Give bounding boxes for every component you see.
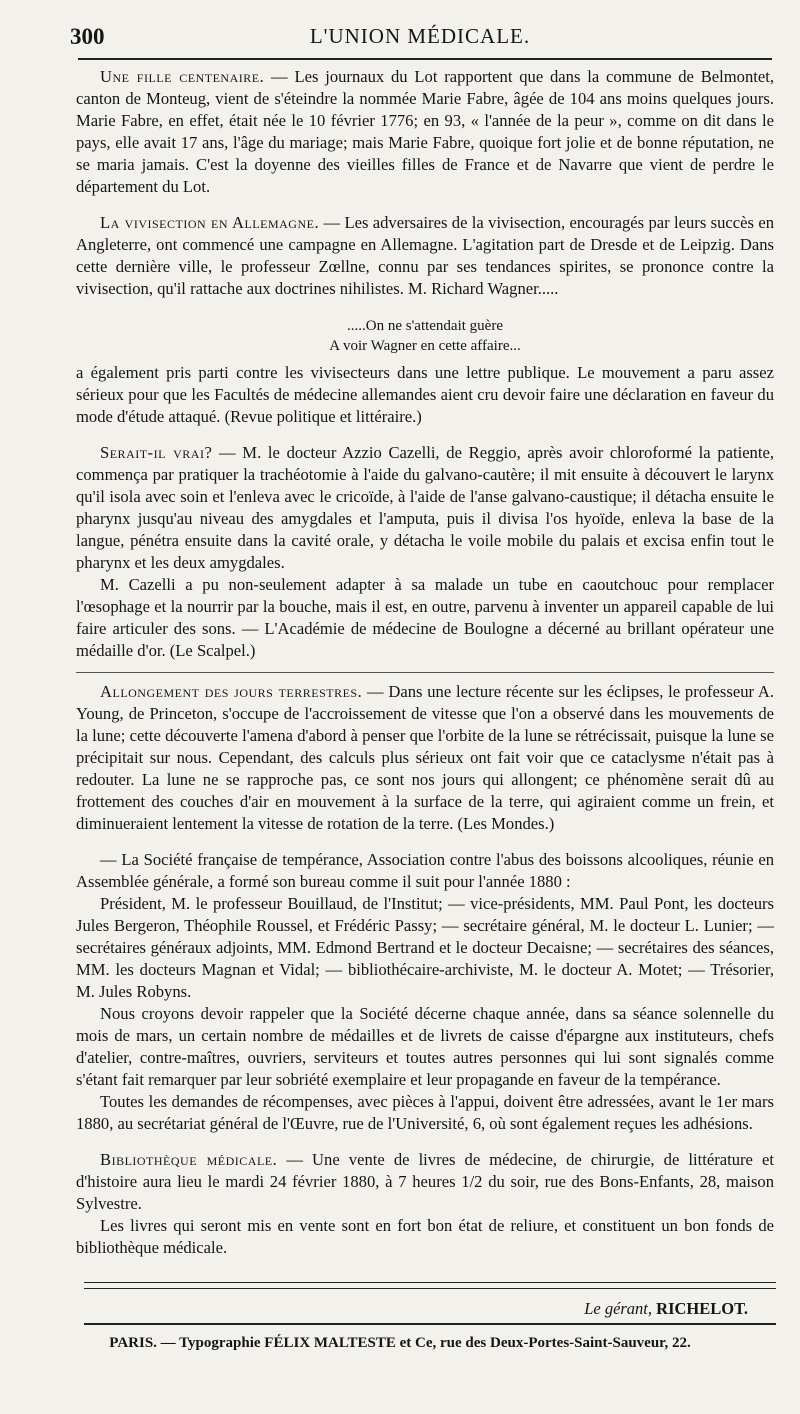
article-text: — Dans une lecture récente sur les éclipses, le professeur A. Young, de Princeton, s'occupe de l'accroissement de vitesse que l'on a observé dans les mouvements de la lune; cette découverte l'amena d'abord à penser que l'orbite de la lune se rétrécissait, puisque la lune se précipitait sur nous. Cependant, des calculs plus sérieux ont fait voir que ce cataclysme n'était pas à redouter. La lune ne se rapproche pas, ce sont nos jours qui allongent; ce phénomène serait dû au frottement des couches d'air en mouvement à la surface de la terre, qui agiraient comme un frein, et diminueraient lentement la vitesse de rotation de la terre. (Les Mondes.): [76, 682, 775, 833]
article-heading: La vivisection en Allemagne.: [100, 213, 320, 232]
article-heading: Serait-il vrai?: [100, 443, 213, 462]
manager-signature: [584, 1299, 748, 1319]
article-temperance: — La Société française de tempérance, Association contre l'abus des boissons alcooliques, réunie en Assemblée générale, a formé son bureau comme il suit pour l'année 1880 :: [76, 850, 774, 891]
article-text: M. Cazelli a pu non-seulement adapter à sa malade un tube en caoutchouc pour remplacer l'œsophage et la nourrir par la bouche, mais il est, en outre, parvenu à inventer un appareil capable de lui faire articuler des sons. — L'Académie de médecine de Boulogne a décerné au brillant opérateur une médaille d'or. (Le Scalpel.): [76, 575, 774, 660]
article-text: a également pris parti contre les vivisecteurs dans une lettre publique. Le mouvement a paru assez sérieux pour que les Facultés de médecine allemandes aient cru devoir faire une déclaration en faveur du mode d'étude attaqué. (Revue politique et littéraire.): [76, 363, 774, 426]
article-text: — M. le docteur Azzio Cazelli, de Reggio, après avoir chloroformé la patiente, commença par pratiquer la trachéotomie à l'aide du galvano-cautère; il mit ensuite à découvert le larynx qu'il isola avec soin et l'enleva avec le cricoïde, à l'aide de l'anse galvano-caustique; il détacha ensuite le pharynx jusqu'au niveau des amygdales et l'amputa, puis il divisa l'os hyoïde, enleva la base de la langue, pénétra ensuite dans la cavité orale, y détacha le voile mobile du palais et excisa enfin tout le pharynx et les deux amygdales.: [76, 443, 774, 572]
page-header: [70, 18, 770, 58]
header-rule: [78, 58, 772, 60]
section-divider: [76, 672, 774, 673]
article-library: [76, 1149, 774, 1215]
footer-rule: [84, 1323, 776, 1325]
article-heading: Une fille centenaire.: [100, 67, 265, 86]
article-centenarian: [76, 66, 774, 198]
article-text: — Les adversaires de la vivisection, encouragés par leurs succès en Angleterre, ont commencé une campagne en Allemagne. L'agitation part de Dresde et de Leipzig. Dans cette dernière ville, le professeur Zœllne, connu par ses tendances spirites, se prononce contre la vivisection, qu'il rattache aux doctrines nihilistes. M. Richard Wagner.....: [76, 213, 774, 298]
article-serait-il-vrai: [76, 442, 774, 574]
quote-line: .....On ne s'attendait guère: [347, 318, 503, 334]
page-number: 300: [70, 24, 105, 49]
footer-rule: [84, 1288, 776, 1289]
article-column: [76, 66, 774, 1259]
article-heading: Allongement des jours terrestres.: [100, 682, 363, 701]
verse-quote: [76, 316, 774, 356]
footer-rule: [84, 1282, 776, 1283]
article-text: Président, M. le professeur Bouillaud, de l'Institut; — vice-présidents, MM. Paul Pont, les docteurs Jules Bergeron, Théophile Roussel, et Frédéric Passy; — secrétaire général, M. le docteur L. Lunier; — secrétaires généraux adjoints, MM. Edmond Bertrand et le docteur Decaisne; — secrétaires des séances, MM. les docteurs Magnan et Vidal; — bibliothécaire-archiviste, M. le docteur A. Motet; — Trésorier, M. Jules Robyns.: [76, 894, 774, 1001]
article-text: Toutes les demandes de récompenses, avec pièces à l'appui, doivent être adressées, avant le 1er mars 1880, au secrétariat général de l'Œuvre, rue de l'Université, 6, où sont également reçues les adhésions.: [76, 1092, 774, 1133]
article-text: — Les journaux du Lot rapportent que dans la commune de Belmontet, canton de Monteug, vient de s'éteindre la nommée Marie Fabre, âgée de 104 ans moins quelques jours. Marie Fabre, en effet, était née le 10 février 1776; en 93, « l'année de la peur », comme on dit dans le pays, elle avait 17 ans, l'âge du mariage; mais Marie Fabre, quoique fort jolie et de bonne réputation, ne se maria jamais. C'est la doyenne des vieilles filles de France et de Navarre que vient de perdre le département du Lot.: [76, 67, 774, 196]
journal-title: L'UNION MÉDICALE.: [309, 24, 531, 48]
manager-role: Le gérant,: [584, 1299, 653, 1318]
article-text: Nous croyons devoir rappeler que la Société décerne chaque année, dans sa séance solennelle du mois de mars, un certain nombre de médailles et de livrets de caisse d'épargne aux instituteurs, chefs d'atelier, contre-maîtres, ouvriers, serviteurs et toutes autres personnes qui lui sont signalés comme s'étant fait remarquer par leur sobriété exemplaire et leur propagande en faveur de la tempérance.: [76, 1004, 774, 1089]
article-heading: Bibliothèque médicale.: [100, 1150, 278, 1169]
article-text: — Une vente de livres de médecine, de chirurgie, de littérature et d'histoire aura lieu le mardi 24 février 1880, à 7 heures 1/2 du soir, rue des Bons-Enfants, 28, maison Sylvestre.: [76, 1150, 774, 1213]
printer-imprint: PARIS. — Typographie FÉLIX MALTESTE et Ce, rue des Deux-Portes-Saint-Sauveur, 22.: [109, 1335, 691, 1351]
article-text: Les livres qui seront mis en vente sont en fort bon état de reliure, et constituent un bon fonds de bibliothèque médicale.: [76, 1216, 774, 1257]
article-vivisection: [76, 212, 774, 300]
quote-line: A voir Wagner en cette affaire...: [329, 338, 521, 354]
article-earth-days: [76, 681, 774, 835]
manager-name: RICHELOT.: [656, 1299, 748, 1318]
